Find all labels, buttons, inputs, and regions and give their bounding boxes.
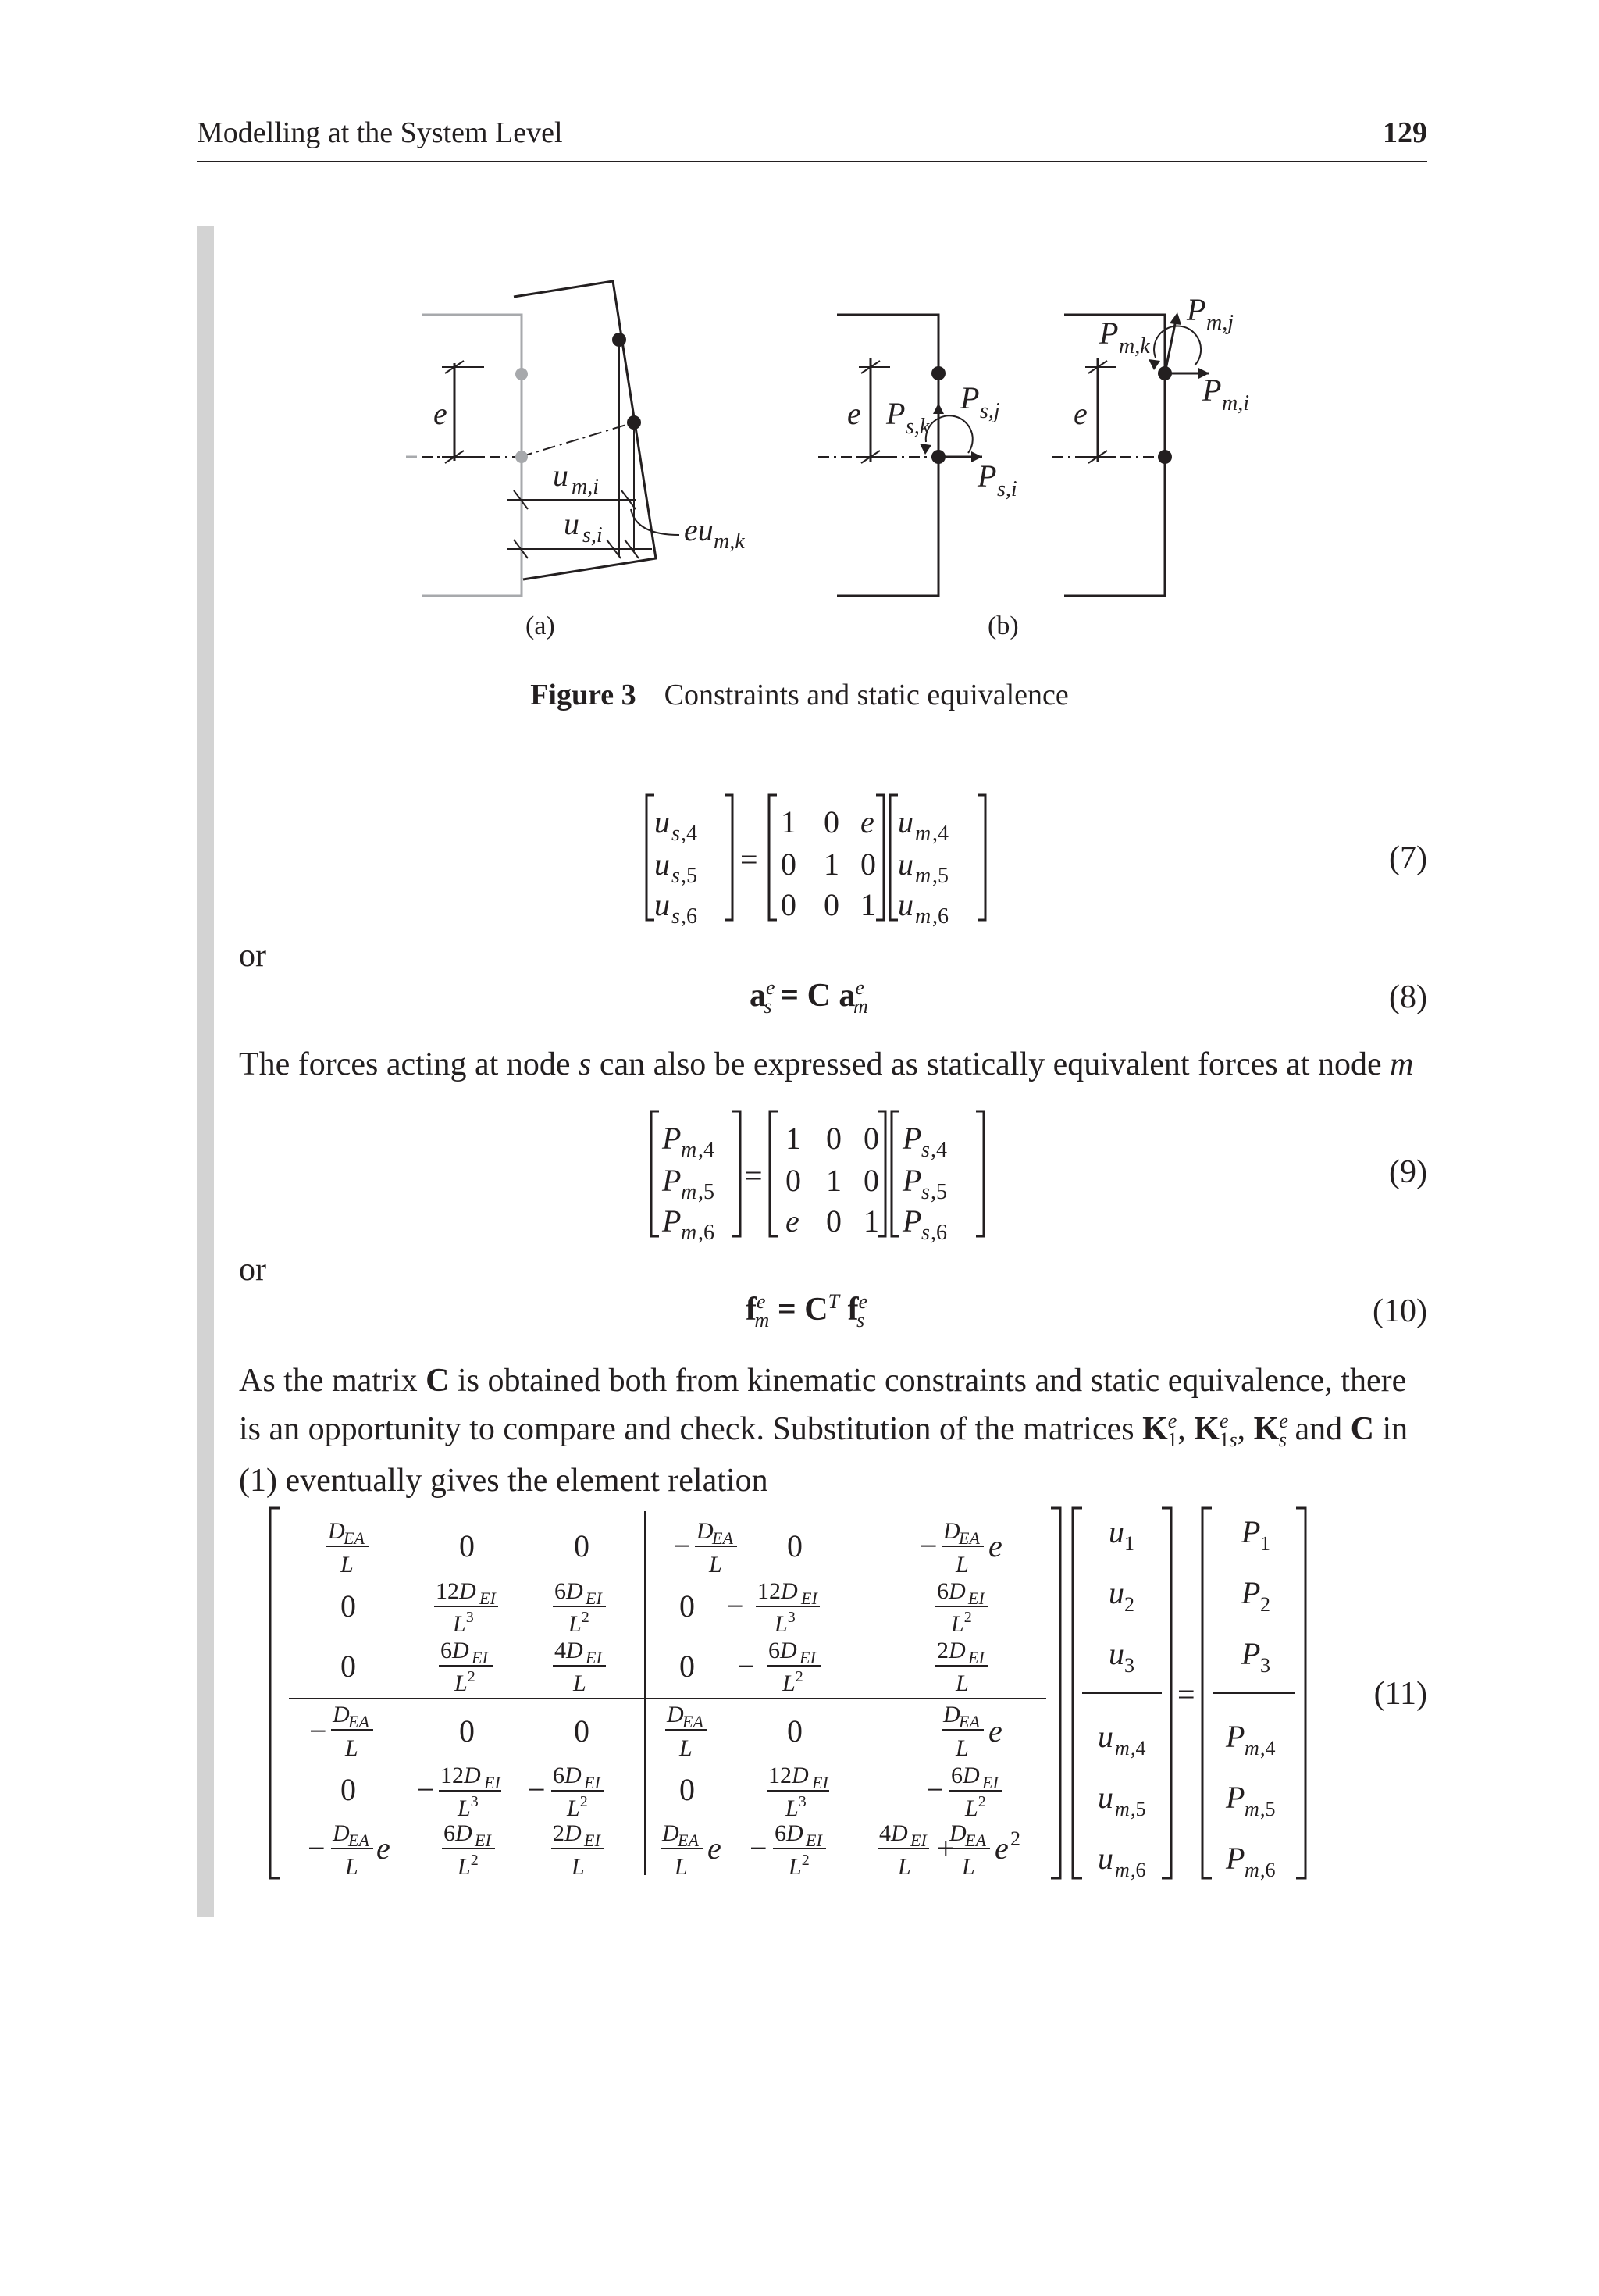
svg-text:−: − — [750, 1831, 767, 1866]
equation-10: $f^e_m = C^T$ $f^e_s$ — [746, 1290, 868, 1332]
svg-text:,5: ,5 — [698, 1180, 714, 1204]
equation-10-number: (10) — [1373, 1293, 1427, 1329]
svg-text:6D: 6D — [554, 1578, 583, 1604]
svg-text:m: m — [1115, 1737, 1130, 1759]
svg-text:L: L — [962, 1854, 975, 1880]
svg-text:u: u — [1109, 1575, 1124, 1610]
svg-text:,5: ,5 — [1131, 1798, 1146, 1820]
svg-text:,5: ,5 — [931, 1180, 947, 1204]
svg-text:P: P — [903, 1163, 922, 1198]
figure-3-diagram — [0, 0, 1599, 672]
svg-text:m: m — [915, 822, 931, 846]
svg-text:u: u — [564, 506, 579, 541]
svg-text:EI: EI — [801, 1588, 817, 1608]
svg-text:EI: EI — [968, 1648, 985, 1667]
svg-text:0: 0 — [340, 1588, 356, 1624]
svg-text:u: u — [654, 804, 670, 840]
svg-text:+: + — [937, 1831, 955, 1866]
svg-text:P: P — [1241, 1514, 1261, 1549]
svg-text:P: P — [662, 1203, 682, 1239]
svg-text:m,k: m,k — [1119, 334, 1150, 358]
figure-caption-text: Constraints and static equivalence — [664, 679, 1069, 711]
svg-text:L2: $L^2$ — [965, 1793, 986, 1821]
svg-text:1: 1 — [781, 804, 796, 840]
svg-text:6D: 6D — [937, 1578, 966, 1604]
svg-text:,4: ,4 — [698, 1138, 714, 1162]
svg-text:m: m — [1115, 1859, 1130, 1881]
svg-text:−: − — [926, 1772, 944, 1807]
svg-text:s: s — [921, 1138, 930, 1162]
equation-11-number: (11) — [1373, 1676, 1427, 1712]
svg-text:6D: 6D — [951, 1763, 980, 1788]
equation-8-number: (8) — [1389, 979, 1427, 1015]
svg-text:P: P — [1202, 373, 1222, 408]
svg-text:0: 0 — [860, 847, 876, 882]
svg-text:L: L — [709, 1552, 722, 1578]
svg-text:EI: EI — [812, 1773, 828, 1792]
svg-text:0: 0 — [340, 1772, 356, 1807]
svg-text:4D: 4D — [554, 1638, 583, 1663]
svg-text:L: L — [898, 1854, 911, 1880]
svg-text:L2: $L^2$ — [951, 1609, 972, 1637]
svg-text:P: P — [978, 458, 997, 494]
svg-text:s,k: s,k — [906, 415, 930, 439]
svg-text:P: P — [1187, 292, 1206, 327]
svg-text:e: e — [376, 1831, 390, 1866]
svg-text:EI: EI — [584, 1773, 600, 1792]
svg-text:m,i: m,i — [572, 475, 599, 499]
svg-text:P: P — [886, 396, 906, 431]
svg-text:P: P — [903, 1203, 922, 1239]
svg-text:EI: EI — [475, 1831, 491, 1850]
svg-text:e: e — [995, 1831, 1009, 1866]
svg-text:D: D — [943, 1518, 960, 1544]
svg-text:0: 0 — [824, 804, 839, 840]
svg-text:m,i: m,i — [1222, 391, 1249, 415]
svg-text:e: e — [988, 1528, 1002, 1563]
undeformed-wall-outline — [422, 315, 522, 596]
svg-text:eu: eu — [684, 512, 714, 547]
svg-text:=: = — [1177, 1677, 1195, 1712]
svg-text:u: u — [1098, 1780, 1113, 1815]
svg-text:0: 0 — [574, 1528, 589, 1563]
svg-text:m: m — [1245, 1859, 1259, 1881]
svg-text:−: − — [417, 1772, 435, 1807]
svg-text:L: L — [675, 1854, 688, 1880]
svg-text:s,j: s,j — [980, 399, 1000, 423]
svg-text:e: e — [785, 1203, 800, 1239]
svg-text:EA: EA — [678, 1831, 699, 1850]
svg-text:1: 1 — [1124, 1532, 1134, 1555]
svg-text:e: e — [707, 1831, 721, 1866]
equation-9-number: (9) — [1389, 1154, 1427, 1190]
svg-text:,5: ,5 — [681, 864, 697, 888]
svg-text:s: s — [671, 822, 680, 846]
svg-text:6D: 6D — [553, 1763, 582, 1788]
svg-text:0: 0 — [340, 1649, 356, 1684]
svg-text:0: 0 — [459, 1713, 475, 1749]
svg-text:m,k: m,k — [714, 529, 745, 554]
svg-text:0: 0 — [787, 1713, 803, 1749]
svg-text:EA: EA — [959, 1712, 980, 1731]
svg-text:P: P — [662, 1121, 682, 1156]
svg-text:P: P — [1226, 1780, 1245, 1815]
svg-text:1: 1 — [860, 887, 876, 922]
svg-text:EI: EI — [479, 1588, 496, 1608]
svg-text:4D: 4D — [879, 1820, 908, 1846]
svg-text:u: u — [553, 458, 568, 493]
svg-text:EI: EI — [584, 1831, 600, 1850]
svg-text:1: 1 — [824, 847, 839, 882]
svg-text:P: P — [1226, 1841, 1245, 1876]
svg-text:EI: EI — [982, 1773, 999, 1792]
equation-8: $a^e_s = C$ $a^e_m$ — [750, 976, 868, 1018]
svg-text:=: = — [740, 842, 758, 877]
svg-text:,5: ,5 — [932, 864, 949, 888]
svg-text:,6: ,6 — [1131, 1859, 1146, 1881]
svg-text:0: 0 — [864, 1163, 879, 1198]
svg-text:−: − — [726, 1588, 744, 1624]
svg-text:,6: ,6 — [932, 904, 949, 929]
svg-text:12D: 12D — [440, 1763, 481, 1788]
svg-text:6D: 6D — [440, 1638, 469, 1663]
svg-text:−: − — [737, 1649, 755, 1684]
svg-text:e: e — [847, 396, 861, 431]
svg-text:EI: EI — [586, 1588, 602, 1608]
svg-text:u: u — [1098, 1719, 1113, 1754]
svg-text:L: L — [956, 1670, 969, 1696]
equation-7 — [640, 789, 999, 929]
svg-text:D: D — [333, 1702, 350, 1727]
svg-text:L: L — [340, 1552, 354, 1578]
paragraph-substitution: As the matrix C is obtained both from kinematic constraints and static equivalence, there is an opportunity to compare and check. Substitution of the matrices $K^e_1$, $K^e_{1s}$, $K^e_s$ and C in (1) eventually gives the element relation — [239, 1363, 1408, 1499]
svg-text:0: 0 — [785, 1163, 801, 1198]
svg-text:e: e — [860, 804, 874, 840]
svg-text:e: e — [1074, 396, 1088, 431]
or-text-2: or — [239, 1252, 266, 1288]
svg-text:0: 0 — [679, 1649, 695, 1684]
svg-text:6D: 6D — [768, 1638, 797, 1663]
svg-text:EI: EI — [800, 1648, 816, 1667]
figure-caption — [0, 678, 1599, 712]
svg-text:1: 1 — [864, 1203, 879, 1239]
svg-text:,6: ,6 — [931, 1221, 947, 1245]
svg-text:1: 1 — [1260, 1532, 1270, 1555]
panel-b-label: (b) — [988, 611, 1019, 640]
svg-text:e: e — [433, 396, 447, 431]
svg-text:e: e — [988, 1713, 1002, 1749]
paragraph-forces: The forces acting at node s can also be expressed as statically equivalent forces at node m — [239, 1046, 1414, 1082]
svg-text:EA: EA — [344, 1528, 365, 1548]
svg-text:D: D — [667, 1702, 684, 1727]
svg-text:EA: EA — [712, 1528, 733, 1548]
svg-text:P: P — [903, 1121, 922, 1156]
svg-text:−: − — [309, 1713, 327, 1749]
svg-text:L: L — [956, 1735, 969, 1761]
svg-text:D: D — [949, 1820, 967, 1846]
svg-text:0: 0 — [781, 887, 796, 922]
svg-text:0: 0 — [679, 1772, 695, 1807]
svg-text:s: s — [671, 864, 680, 888]
svg-text:EI: EI — [586, 1648, 602, 1667]
svg-text:6D: 6D — [443, 1820, 472, 1846]
svg-text:m: m — [1115, 1798, 1130, 1820]
svg-text:L2: $L^2$ — [568, 1609, 589, 1637]
page-number: 129 — [1383, 116, 1427, 149]
node-s-element-outline — [837, 315, 938, 596]
svg-text:u: u — [898, 847, 913, 882]
svg-text:0: 0 — [826, 1121, 842, 1156]
svg-text:−: − — [308, 1831, 326, 1866]
svg-text:L: L — [345, 1854, 358, 1880]
svg-text:L: L — [956, 1552, 969, 1578]
svg-text:EI: EI — [472, 1648, 488, 1667]
svg-text:12D: 12D — [436, 1578, 476, 1604]
svg-text:−: − — [528, 1772, 546, 1807]
svg-text:0: 0 — [864, 1121, 879, 1156]
svg-text:L2: $L^2$ — [567, 1793, 588, 1821]
svg-text:L2: $L^2$ — [789, 1852, 810, 1880]
svg-text:EI: EI — [968, 1588, 985, 1608]
or-text-1: or — [239, 938, 266, 974]
svg-text:D: D — [662, 1820, 679, 1846]
svg-text:D: D — [943, 1702, 960, 1727]
svg-text:,4: ,4 — [932, 822, 949, 846]
svg-text:,4: ,4 — [931, 1138, 947, 1162]
svg-text:D: D — [696, 1518, 714, 1544]
svg-text:0: 0 — [679, 1588, 695, 1624]
svg-text:6D: 6D — [775, 1820, 803, 1846]
svg-text:u: u — [898, 804, 913, 840]
svg-text:L: L — [573, 1670, 586, 1696]
svg-text:EA: EA — [965, 1831, 986, 1850]
svg-text:1: 1 — [826, 1163, 842, 1198]
svg-text:u: u — [1098, 1841, 1113, 1876]
svg-text:P: P — [960, 380, 980, 415]
svg-text:,5: ,5 — [1260, 1798, 1276, 1820]
figure-number: Figure 3 — [530, 679, 636, 711]
svg-text:u: u — [654, 887, 670, 922]
svg-text:0: 0 — [787, 1528, 803, 1563]
svg-text:L: L — [679, 1735, 693, 1761]
svg-text:EI: EI — [910, 1831, 927, 1850]
svg-text:EA: EA — [348, 1831, 369, 1850]
svg-text:12D: 12D — [768, 1763, 809, 1788]
svg-text:−: − — [920, 1528, 938, 1563]
svg-text:0: 0 — [459, 1528, 475, 1563]
svg-text:L3: $L^3$ — [453, 1609, 474, 1637]
svg-text:2D: 2D — [553, 1820, 582, 1846]
svg-text:s,i: s,i — [582, 523, 603, 547]
svg-text:P: P — [662, 1163, 682, 1198]
svg-text:m: m — [681, 1180, 697, 1204]
equation-7-number: (7) — [1389, 840, 1427, 876]
svg-text:=: = — [745, 1158, 763, 1193]
svg-text:P: P — [1099, 316, 1119, 351]
svg-text:u: u — [1109, 1514, 1124, 1549]
svg-text:2: 2 — [1260, 1593, 1270, 1616]
svg-text:s: s — [921, 1180, 930, 1204]
svg-text:P: P — [1241, 1636, 1261, 1671]
panel-a-label: (a) — [525, 611, 555, 640]
svg-text:s: s — [921, 1221, 930, 1245]
svg-text:L3: $L^3$ — [458, 1793, 479, 1821]
svg-text:0: 0 — [824, 887, 839, 922]
equation-11 — [265, 1503, 1374, 1886]
svg-text:12D: 12D — [757, 1578, 798, 1604]
svg-text:2: 2 — [1010, 1827, 1020, 1850]
svg-text:0: 0 — [826, 1203, 842, 1239]
svg-text:−: − — [673, 1528, 691, 1563]
svg-text:EA: EA — [682, 1712, 703, 1731]
svg-text:D: D — [328, 1518, 345, 1544]
svg-text:,6: ,6 — [698, 1221, 714, 1245]
svg-text:D: D — [333, 1820, 350, 1846]
svg-text:3: 3 — [1124, 1654, 1134, 1677]
svg-text:u: u — [898, 887, 913, 922]
svg-text:m: m — [915, 864, 931, 888]
svg-text:EA: EA — [959, 1528, 980, 1548]
svg-text:EA: EA — [348, 1712, 369, 1731]
svg-text:s: s — [671, 904, 680, 929]
svg-text:L2: $L^2$ — [458, 1852, 479, 1880]
svg-text:L2: $L^2$ — [782, 1668, 803, 1696]
svg-text:m,j: m,j — [1206, 311, 1234, 335]
svg-text:L: L — [345, 1735, 358, 1761]
svg-text:L3: $L^3$ — [775, 1609, 796, 1637]
svg-text:2D: 2D — [937, 1638, 966, 1663]
running-title: Modelling at the System Level — [197, 116, 563, 149]
equation-9 — [645, 1105, 1012, 1246]
svg-text:2: 2 — [1124, 1593, 1134, 1616]
svg-text:m: m — [1245, 1737, 1259, 1759]
svg-text:1: 1 — [785, 1121, 801, 1156]
svg-text:u: u — [654, 847, 670, 882]
svg-text:P: P — [1241, 1575, 1261, 1610]
svg-text:L2: $L^2$ — [454, 1668, 475, 1696]
svg-text:L: L — [572, 1854, 585, 1880]
svg-text:EI: EI — [484, 1773, 500, 1792]
svg-text:0: 0 — [574, 1713, 589, 1749]
svg-text:m: m — [681, 1221, 697, 1245]
svg-text:s,i: s,i — [997, 477, 1017, 501]
svg-text:,4: ,4 — [1260, 1737, 1276, 1759]
svg-text:m: m — [1245, 1798, 1259, 1820]
svg-text:,4: ,4 — [681, 822, 697, 846]
svg-text:,6: ,6 — [681, 904, 697, 929]
svg-text:m: m — [681, 1138, 697, 1162]
svg-text:0: 0 — [781, 847, 796, 882]
svg-text:m: m — [915, 904, 931, 929]
svg-text:,6: ,6 — [1260, 1859, 1276, 1881]
svg-text:EI: EI — [806, 1831, 822, 1850]
svg-text:,4: ,4 — [1131, 1737, 1146, 1759]
svg-text:L3: $L^3$ — [785, 1793, 807, 1821]
svg-text:P: P — [1226, 1719, 1245, 1754]
svg-text:u: u — [1109, 1636, 1124, 1671]
svg-text:3: 3 — [1260, 1654, 1270, 1677]
